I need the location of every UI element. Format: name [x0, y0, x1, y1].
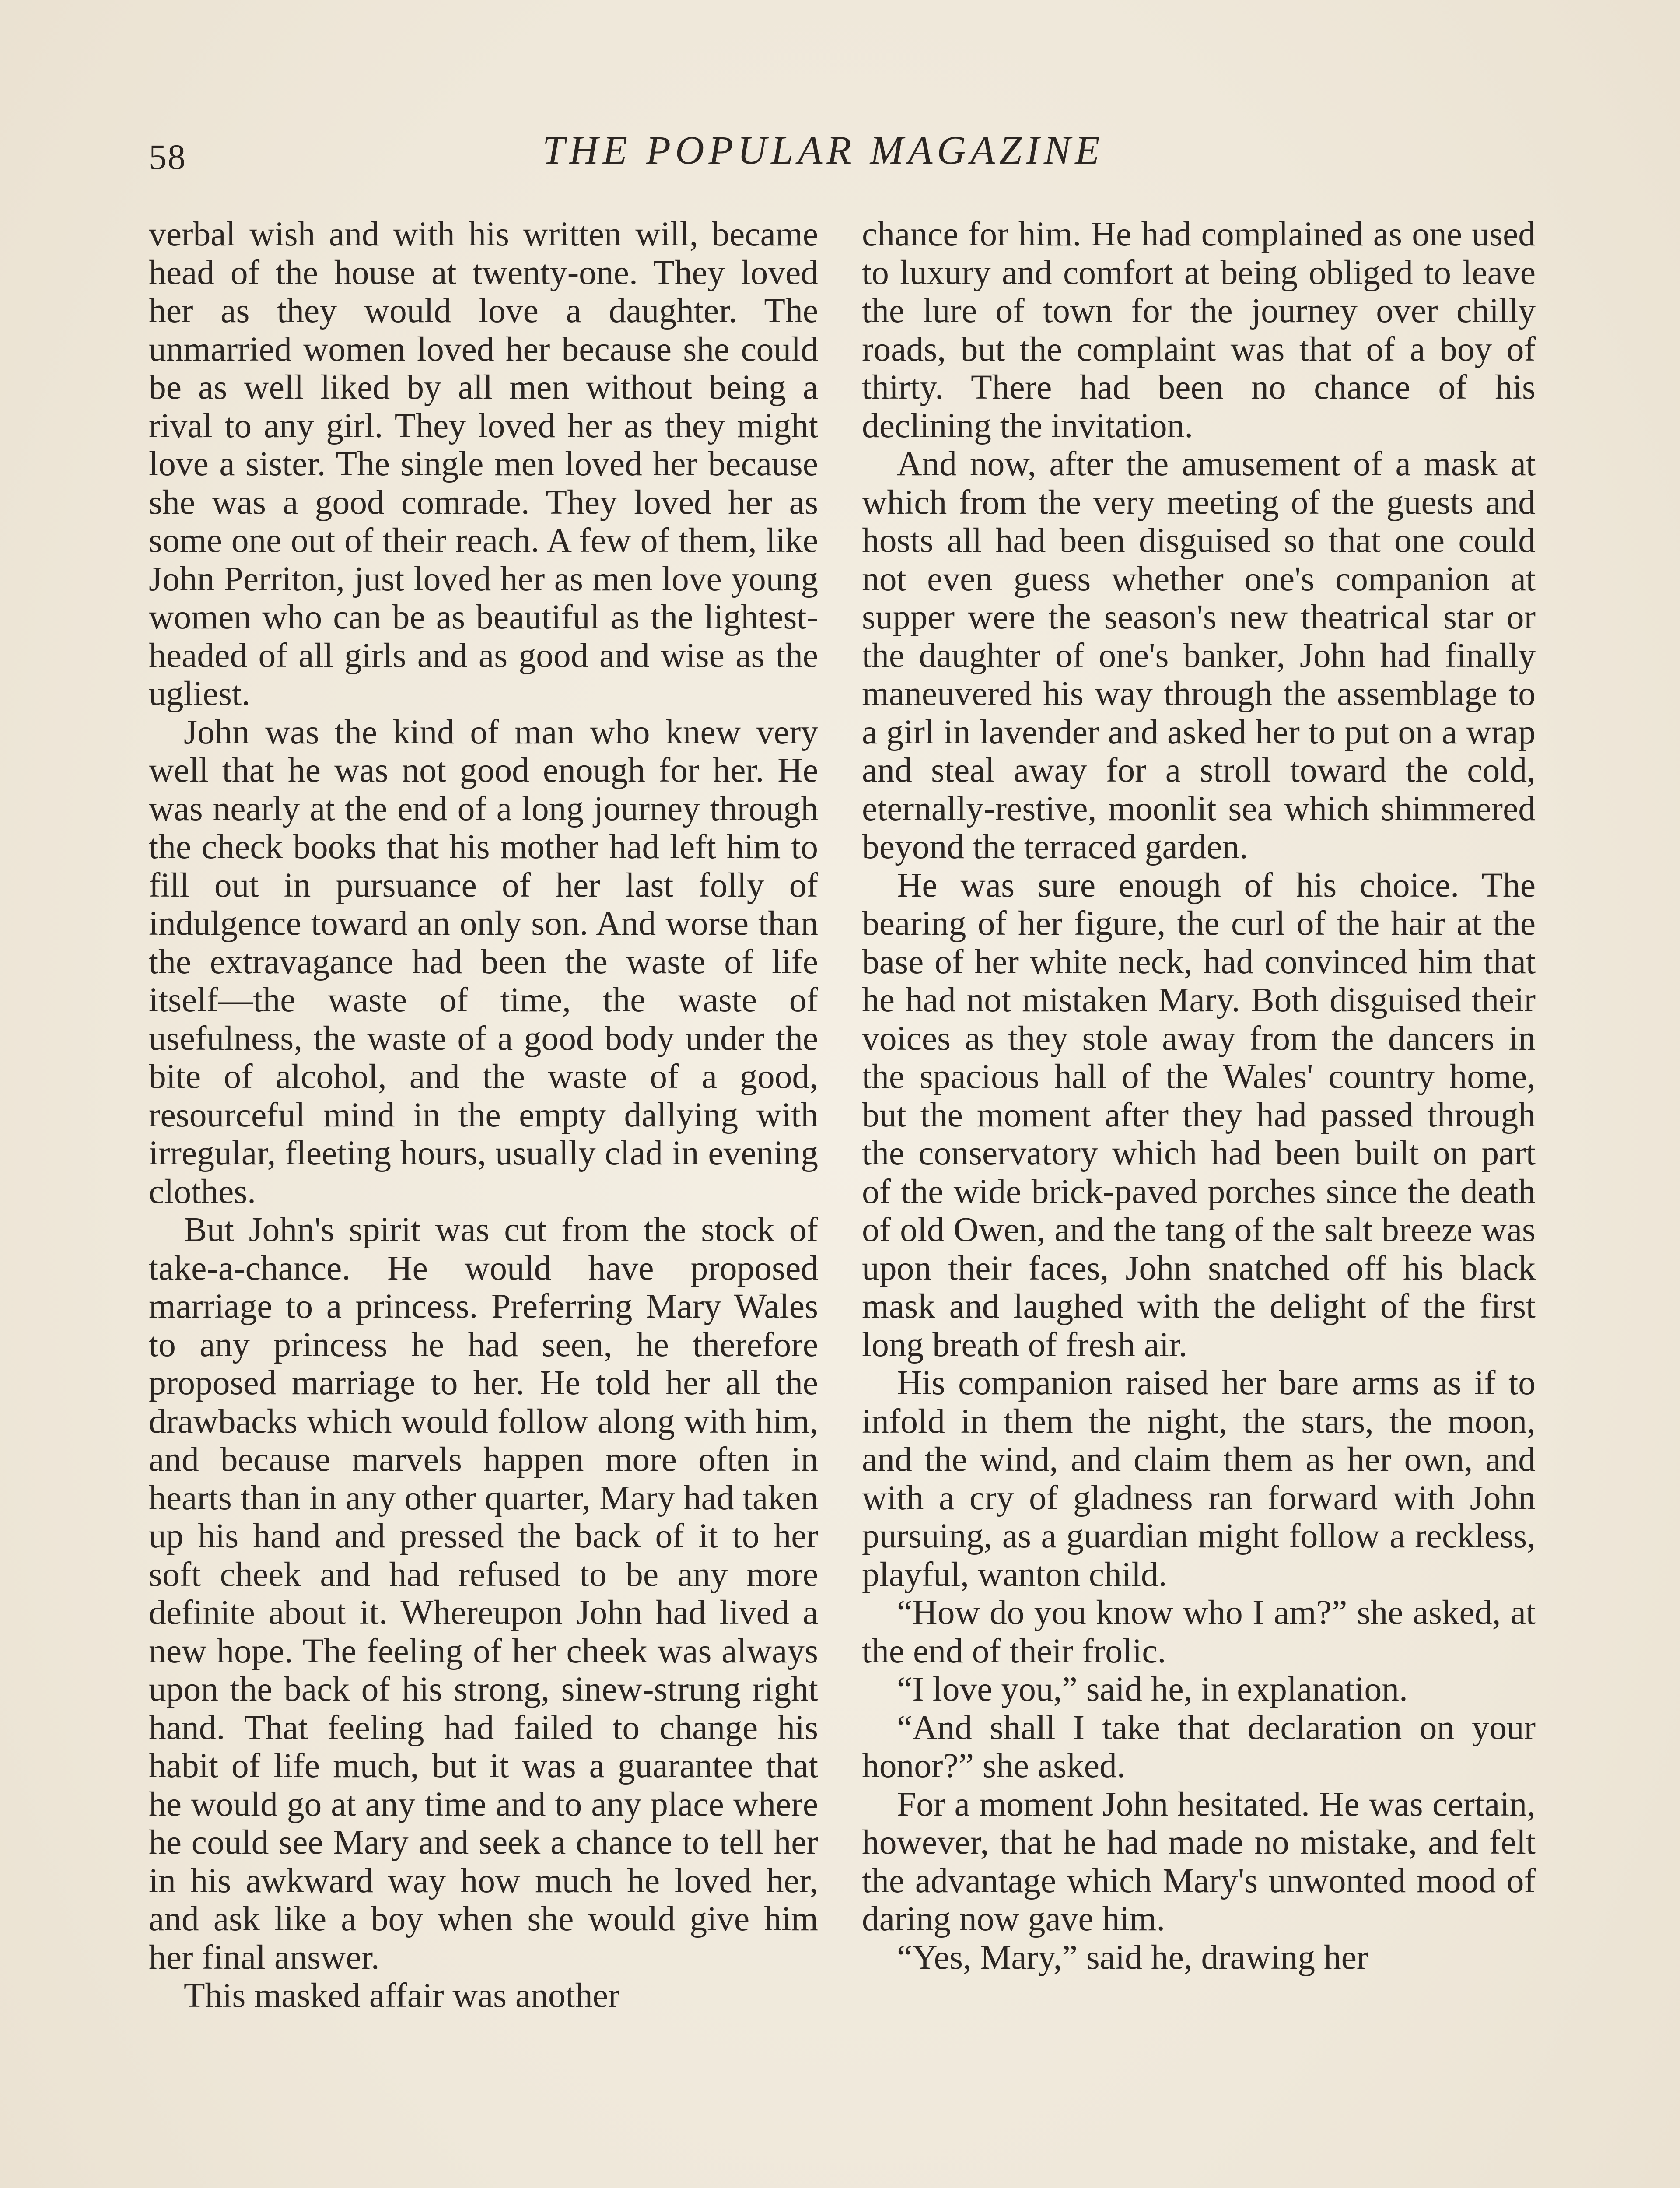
paragraph: John was the kind of man who knew very well that he was not good enough for her. He was nearly at the end of a long journey through the check books that his mother had left him to fill out in pursuance of her last folly of indulgence toward an only son. And worse than the extravagance had been the waste of life itself—the waste of time, the waste of usefulness, the waste of a good body under the bite of alcohol, and the waste of a good, resourceful mind in the empty dallying with irregular, fleeting hours, usually clad in evening clothes. — [149, 712, 818, 1211]
paragraph: “How do you know who I am?” she asked, at the end of their frolic. — [862, 1593, 1536, 1670]
left-column — [149, 215, 818, 2015]
paragraph: For a moment John hesitated. He was certain, however, that he had made no mistake, and felt the advantage which Mary's unwonted mood of daring now gave him. — [862, 1785, 1536, 1938]
right-column — [862, 215, 1536, 1977]
paragraph: But John's spirit was cut from the stock of take-a-chance. He would have proposed marriage to a princess. Preferring Mary Wales to any princess he had seen, he therefore proposed marriage to her. He told her all the drawbacks which would follow along with him, and because marvels happen more often in hearts than in any other quarter, Mary had taken up his hand and pressed the back of it to her soft cheek and had refused to be any more definite about it. Whereupon John had lived a new hope. The feeling of her cheek was always upon the back of his strong, sinew-strung right hand. That feeling had failed to change his habit of life much, but it was a guarantee that he would go at any time and to any place where he could see Mary and seek a chance to tell her in his awkward way how much he loved her, and ask like a boy when she would give him her final answer. — [149, 1210, 818, 1977]
paragraph: He was sure enough of his choice. The bearing of her figure, the curl of the hair at the base of her white neck, had convinced him that he had not mistaken Mary. Both disguised their voices as they stole away from the dancers in the spacious hall of the Wales' country home, but the moment after they had passed through the conservatory which had been built on part of the wide brick-paved porches since the death of old Owen, and the tang of the salt breeze was upon their faces, John snatched off his black mask and laughed with the delight of the first long breath of fresh air. — [862, 866, 1536, 1364]
paragraph: verbal wish and with his written will, became head of the house at twenty-one. They loved her as they would love a daughter. The unmarried women loved her because she could be as well liked by all men without being a rival to any girl. They loved her as they might love a sister. The single men loved her because she was a good comrade. They loved her as some one out of their reach. A few of them, like John Perriton, just loved her as men love young women who can be as beautiful as the lightest-headed of all girls and as good and wise as the ugliest. — [149, 215, 818, 713]
paragraph: chance for him. He had complained as one used to luxury and comfort at being obliged to leave the lure of town for the journey over chilly roads, but the complaint was that of a boy of thirty. There had been no chance of his declining the invitation. — [862, 215, 1536, 445]
paragraph: His companion raised her bare arms as if to infold in them the night, the stars, the moon, and the wind, and claim them as her own, and with a cry of gladness ran forward with John pursuing, as a guardian might follow a reckless, playful, wanton child. — [862, 1364, 1536, 1594]
magazine-title: THE POPULAR MAGAZINE — [542, 128, 1104, 172]
page-header — [149, 127, 1549, 188]
paragraph: “And shall I take that declaration on your honor?” she asked. — [862, 1708, 1536, 1785]
page-number: 58 — [149, 137, 186, 177]
paragraph: “Yes, Mary,” said he, drawing her — [897, 1938, 1368, 1977]
paragraph: This masked affair was another — [184, 1976, 620, 2015]
paragraph: And now, after the amusement of a mask at which from the very meeting of the guests and hosts all had been disguised so that one could not even guess whether one's companion at supper were the season's new theatrical star or the daughter of one's banker, John had finally maneuvered his way through the assemblage to a girl in lavender and asked her to put on a wrap and steal away for a stroll toward the cold, eternally-restive, moonlit sea which shimmered beyond the terraced garden. — [862, 445, 1536, 866]
paragraph: “I love you,” said he, in explanation. — [897, 1670, 1408, 1708]
